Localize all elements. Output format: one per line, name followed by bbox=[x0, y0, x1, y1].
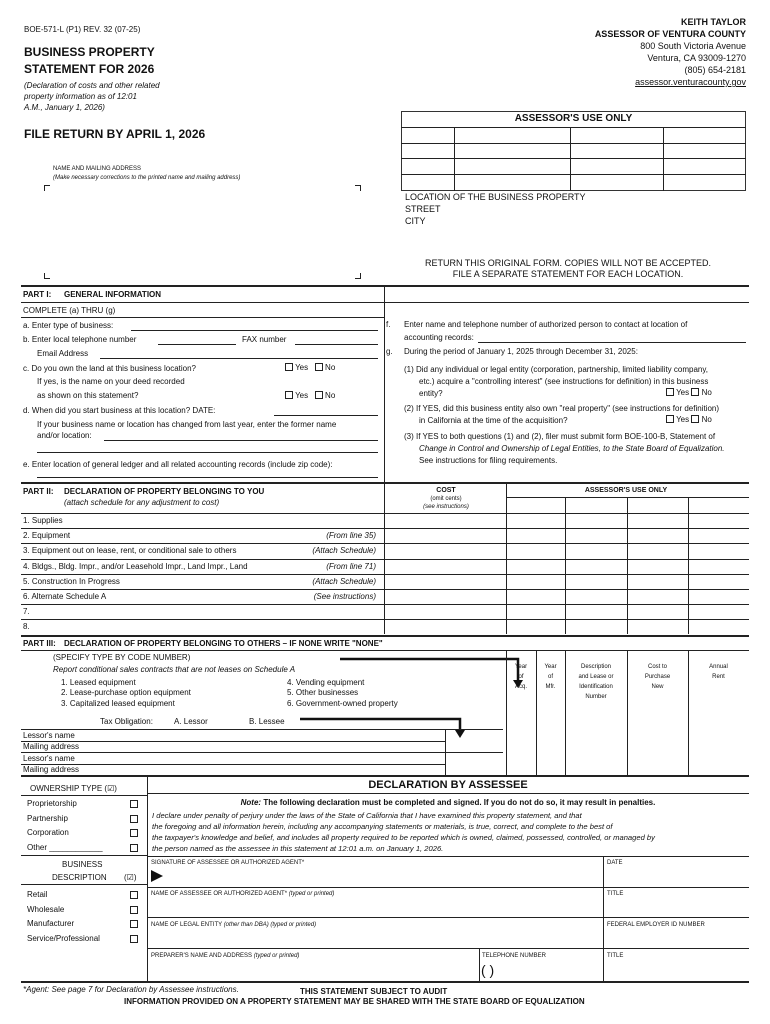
assessor-name: KEITH TAYLOR bbox=[680, 17, 746, 27]
part2-row-note: (Attach Schedule) bbox=[312, 576, 376, 586]
general-ledger-label: e. Enter location of general ledger and all related accounting records (include zip code): bbox=[23, 460, 333, 469]
deed-yes-checkbox[interactable] bbox=[285, 391, 293, 399]
boe-100b-note-3: See instructions for filing requirements. bbox=[419, 456, 558, 465]
preparer-title-field[interactable] bbox=[607, 961, 747, 979]
type-of-business-input[interactable] bbox=[131, 330, 378, 331]
telephone-input[interactable] bbox=[158, 344, 236, 345]
ownership-check-hint: (☑) bbox=[104, 784, 117, 793]
controlling-interest-no-checkbox[interactable] bbox=[691, 388, 699, 396]
ownership-type-title: OWNERSHIP TYPE bbox=[30, 784, 103, 793]
real-property-yes-checkbox[interactable] bbox=[666, 415, 674, 423]
separate-statement-notice: FILE A SEPARATE STATEMENT FOR EACH LOCATION. bbox=[452, 269, 684, 279]
start-date-input[interactable] bbox=[274, 415, 378, 416]
ownership-type-checkbox[interactable] bbox=[130, 815, 138, 823]
part3-heading: DECLARATION OF PROPERTY BELONGING TO OTHERS – IF NONE WRITE "NONE" bbox=[64, 639, 383, 648]
col-year-acq-3: Acq. bbox=[514, 684, 527, 690]
location-label: LOCATION OF THE BUSINESS PROPERTY bbox=[405, 192, 586, 202]
lessor-option[interactable]: A. Lessor bbox=[174, 717, 208, 726]
ownership-type-label: Partnership bbox=[27, 813, 68, 823]
lessee-option[interactable]: B. Lessee bbox=[249, 717, 285, 726]
part2-cost-input[interactable] bbox=[385, 590, 505, 603]
part2-row-note: (From line 35) bbox=[326, 531, 376, 541]
specify-type-label: (SPECIFY TYPE BY CODE NUMBER) bbox=[53, 653, 191, 662]
assessor-address2: Ventura, CA 93009-1270 bbox=[647, 53, 746, 63]
file-return-deadline: FILE RETURN BY APRIL 1, 2026 bbox=[24, 127, 206, 141]
audit-notice: THIS STATEMENT SUBJECT TO AUDIT bbox=[300, 987, 448, 996]
own-land-question: c. Do you own the land at this business location? bbox=[23, 364, 196, 373]
part2-row-label: 1. Supplies bbox=[23, 516, 63, 525]
own-land-no-checkbox[interactable] bbox=[315, 363, 323, 371]
code-1: 1. Leased equipment bbox=[61, 678, 136, 687]
part2-heading: DECLARATION OF PROPERTY BELONGING TO YOU bbox=[64, 487, 265, 496]
part2-row-note: (From line 71) bbox=[326, 561, 376, 571]
assessor-phone: (805) 654-2181 bbox=[684, 65, 746, 75]
legal-entity-field[interactable] bbox=[151, 930, 601, 946]
date-label: DATE bbox=[607, 860, 623, 866]
real-property-q2: in California at the time of the acquisition? bbox=[419, 416, 568, 425]
declaration-text-2: the foregoing and all information herein, including any accompanying statements or materials, is true, correct, and complete to the best of bbox=[152, 822, 613, 831]
form-title-line1: BUSINESS PROPERTY bbox=[24, 45, 155, 59]
assessor-address1: 800 South Victoria Avenue bbox=[640, 41, 746, 51]
contact-person-input[interactable] bbox=[478, 342, 746, 343]
part3-number: PART III: bbox=[23, 639, 56, 648]
declaration-title: DECLARATION BY ASSESSEE bbox=[368, 779, 528, 791]
real-property-no-label: No bbox=[701, 415, 712, 424]
code-3: 3. Capitalized leased equipment bbox=[61, 699, 175, 708]
part2-cost-input[interactable] bbox=[385, 575, 505, 588]
declaration-note-label: Note: bbox=[240, 798, 262, 807]
part2-cost-input[interactable] bbox=[385, 544, 505, 557]
boe-100b-note-1: (3) If YES to both questions (1) and (2), filer must submit form BOE-100-B, Statement of bbox=[404, 432, 716, 441]
title-field[interactable] bbox=[607, 899, 747, 915]
email-label: Email Address bbox=[37, 349, 89, 358]
preparer-label: PREPARER'S NAME AND ADDRESS bbox=[151, 953, 253, 959]
former-name-label-2: and/or location: bbox=[37, 431, 92, 440]
business-description-checkbox[interactable] bbox=[130, 935, 138, 943]
part2-row-label: 2. Equipment bbox=[23, 531, 71, 541]
col-year-mfr-2: of bbox=[547, 674, 553, 680]
assessee-name-label: NAME OF ASSESSEE OR AUTHORIZED AGENT* bbox=[151, 891, 288, 897]
ownership-type-checkbox[interactable] bbox=[130, 844, 138, 852]
col-cost-3: New bbox=[651, 684, 664, 690]
part2-cost-input[interactable] bbox=[385, 560, 505, 573]
business-description-title-2: DESCRIPTION bbox=[52, 873, 107, 882]
ownership-type-label: Proprietorship bbox=[27, 799, 77, 808]
col-year-mfr-1: Year bbox=[544, 664, 557, 670]
form-title-line2: STATEMENT FOR 2026 bbox=[24, 62, 155, 76]
part2-row-label: 7. bbox=[23, 607, 30, 617]
part2-row-label: 8. bbox=[23, 622, 30, 632]
controlling-interest-yes-label: Yes bbox=[676, 388, 690, 397]
agent-note: *Agent: See page 7 for Declaration by Assessee instructions. bbox=[23, 985, 239, 994]
business-description-checkbox[interactable] bbox=[130, 891, 138, 899]
former-name-input[interactable] bbox=[104, 440, 378, 441]
col-rent-2: Rent bbox=[712, 674, 725, 680]
form-subtitle-line3: A.M., January 1, 2026) bbox=[24, 103, 105, 112]
part2-subheading: (attach schedule for any adjustment to cost) bbox=[64, 498, 220, 507]
real-property-yes-label: Yes bbox=[676, 415, 690, 424]
part2-row-label: 3. Equipment out on lease, rent, or conditional sale to others bbox=[23, 546, 237, 556]
controlling-interest-no-label: No bbox=[701, 388, 712, 397]
former-name-label-1: If your business name or location has changed from last year, enter the former name bbox=[37, 420, 337, 429]
col-rent-1: Annual bbox=[709, 664, 728, 670]
business-description-label: Manufacturer bbox=[27, 919, 75, 928]
ownership-type-checkbox[interactable] bbox=[130, 800, 138, 808]
sign-here-arrow-icon bbox=[150, 869, 164, 883]
name-mailing-note: (Make necessary corrections to the printed name and mailing address) bbox=[53, 175, 241, 181]
city-label: CITY bbox=[405, 216, 426, 226]
signature-label: SIGNATURE OF ASSESSEE OR AUTHORIZED AGENT* bbox=[151, 860, 305, 866]
declaration-text-3: the taxpayer's knowledge and belief, and includes all property required to be reported which is owned, claimed, possessed, controlled, or managed by bbox=[152, 833, 655, 842]
ownership-type-checkbox[interactable] bbox=[130, 829, 138, 837]
code-2: 2. Lease-purchase option equipment bbox=[61, 688, 191, 697]
part1-complete: COMPLETE (a) THRU (g) bbox=[23, 306, 116, 315]
start-date-label: d. When did you start business at this location? DATE: bbox=[23, 406, 216, 415]
business-description-check-hint: (☑) bbox=[124, 873, 137, 882]
own-land-no-label: No bbox=[325, 363, 336, 372]
col-desc-4: Number bbox=[585, 694, 607, 700]
part2-cost-input[interactable] bbox=[385, 605, 505, 618]
lessor-name-label-2: Lessor's name bbox=[23, 754, 75, 763]
assessor-title: ASSESSOR OF VENTURA COUNTY bbox=[594, 29, 746, 39]
f-label: f. bbox=[386, 320, 391, 329]
tax-obligation-label: Tax Obligation: bbox=[100, 717, 153, 726]
declaration-text-1: I declare under penalty of perjury under the laws of the State of California that I have examined this property statement, and that bbox=[152, 811, 582, 820]
controlling-interest-q1: (1) Did any individual or legal entity (corporation, partnership, limited liability company, bbox=[404, 365, 708, 374]
cost-see-instructions: (see instructions) bbox=[423, 504, 469, 510]
phone-field[interactable]: ( ) bbox=[481, 962, 495, 978]
phone-label: TELEPHONE NUMBER bbox=[482, 953, 547, 959]
deed-as-shown-label: as shown on this statement? bbox=[37, 391, 139, 400]
declaration-text-4: the person named as the assessee in this statement at 12:01 a.m. on January 1, 2026. bbox=[152, 844, 444, 853]
ownership-type-label: Other ____________ bbox=[27, 842, 103, 852]
arrow-to-columns-icon bbox=[340, 654, 530, 690]
contact-person-label-2: accounting records: bbox=[404, 333, 474, 342]
general-ledger-input[interactable] bbox=[37, 477, 378, 478]
form-subtitle-line1: (Declaration of costs and other related bbox=[24, 81, 160, 90]
controlling-interest-yes-checkbox[interactable] bbox=[666, 388, 674, 396]
real-property-q1: (2) If YES, did this business entity also own "real property" (see instructions for definition) bbox=[404, 404, 720, 413]
own-land-yes-checkbox[interactable] bbox=[285, 363, 293, 371]
return-original-notice: RETURN THIS ORIGINAL FORM. COPIES WILL NOT BE ACCEPTED. bbox=[424, 258, 712, 268]
part2-row-note: (See instructions) bbox=[313, 592, 376, 601]
deed-no-label: No bbox=[325, 391, 336, 400]
g-label: g. bbox=[386, 347, 393, 356]
boe-100b-note-2: Change in Control and Ownership of Legal Entities, to the State Board of Equalization. bbox=[419, 444, 725, 453]
deed-no-checkbox[interactable] bbox=[315, 391, 323, 399]
email-input[interactable] bbox=[100, 358, 378, 359]
name-mailing-label: NAME AND MAILING ADDRESS bbox=[53, 166, 142, 172]
part2-cost-input[interactable] bbox=[385, 514, 505, 527]
controlling-interest-q3: entity? bbox=[419, 389, 443, 398]
mailing-address-label-1: Mailing address bbox=[23, 742, 80, 751]
code-6: 6. Government-owned property bbox=[287, 699, 398, 708]
business-description-title-1: BUSINESS bbox=[62, 860, 103, 869]
assessors-use-title: ASSESSOR'S USE ONLY bbox=[514, 113, 633, 124]
deed-yes-label: Yes bbox=[295, 391, 309, 400]
col-cost-2: Purchase bbox=[644, 674, 671, 680]
telephone-label: b. Enter local telephone number bbox=[23, 335, 137, 344]
part1-heading: GENERAL INFORMATION bbox=[64, 290, 162, 299]
business-description-label: Retail bbox=[27, 890, 48, 899]
part1-number: PART I: bbox=[23, 290, 52, 299]
date-field[interactable] bbox=[607, 868, 747, 886]
ownership-type-label: Corporation bbox=[27, 828, 69, 837]
fax-label: FAX number bbox=[242, 335, 287, 344]
part2-row-label: 5. Construction In Progress bbox=[23, 576, 120, 586]
preparer-typed: (typed or printed) bbox=[253, 953, 300, 959]
assessee-name-typed: (typed or printed) bbox=[288, 891, 335, 897]
col-desc-1: Description bbox=[580, 664, 611, 670]
street-label: STREET bbox=[405, 204, 441, 214]
fein-label: FEDERAL EMPLOYER ID NUMBER bbox=[607, 922, 705, 928]
part2-cost-input[interactable] bbox=[385, 620, 505, 633]
omit-cents-note: (omit cents) bbox=[430, 496, 462, 502]
col-year-mfr-3: Mfr. bbox=[545, 684, 556, 690]
period-label: During the period of January 1, 2025 through December 31, 2025: bbox=[404, 347, 638, 356]
cost-column-header: COST bbox=[436, 487, 456, 494]
contact-person-label-1: Enter name and telephone number of authorized person to contact at location of bbox=[404, 320, 688, 329]
assessor-website[interactable]: assessor.venturacounty.gov bbox=[635, 77, 746, 87]
report-conditional-label: Report conditional sales contracts that are not leases on Schedule A bbox=[53, 665, 296, 674]
preparer-field[interactable] bbox=[151, 961, 476, 979]
mailing-address-label-2: Mailing address bbox=[23, 765, 80, 774]
fax-input[interactable] bbox=[295, 344, 378, 345]
code-4: 4. Vending equipment bbox=[287, 678, 365, 687]
preparer-title-label: TITLE bbox=[607, 953, 624, 959]
shared-notice: INFORMATION PROVIDED ON A PROPERTY STATEMENT MAY BE SHARED WITH THE STATE BOARD OF EQUALIZATION bbox=[124, 997, 585, 1006]
col-year-acq-2: of bbox=[518, 674, 524, 680]
part2-number: PART II: bbox=[23, 487, 54, 496]
part2-row-label: 4. Bldgs., Bldg. Impr., and/or Leasehold Impr., Land Impr., Land bbox=[23, 561, 248, 571]
col-desc-3: Identification bbox=[579, 684, 613, 690]
signature-field[interactable] bbox=[168, 866, 600, 886]
declaration-note: The following declaration must be completed and signed. If you do not do so, it may result in penalties. bbox=[263, 798, 656, 807]
col-desc-2: and Lease or bbox=[578, 674, 614, 680]
col-cost-1: Cost to bbox=[647, 664, 667, 670]
business-description-checkbox[interactable] bbox=[130, 906, 138, 914]
part2-row-label: 6. Alternate Schedule A bbox=[23, 592, 107, 601]
business-description-label: Service/Professional bbox=[27, 933, 100, 943]
assessee-name-field[interactable] bbox=[151, 899, 601, 915]
controlling-interest-q2: etc.) acquire a "controlling interest" (see instructions for definition) in this business bbox=[419, 377, 709, 386]
lessor-name-label-1: Lessor's name bbox=[23, 731, 75, 740]
part2-assessor-use: ASSESSOR'S USE ONLY bbox=[584, 487, 668, 494]
real-property-no-checkbox[interactable] bbox=[691, 415, 699, 423]
legal-entity-note: (other than DBA) (typed or printed) bbox=[223, 922, 317, 928]
form-subtitle-line2: property information as of 12:01 bbox=[24, 92, 137, 101]
col-year-acq-1: Year bbox=[514, 664, 528, 670]
mailing-address-area[interactable] bbox=[52, 195, 352, 271]
business-description-label: Wholesale bbox=[27, 904, 65, 914]
type-of-business-label: a. Enter type of business: bbox=[23, 321, 114, 330]
form-number: BOE-571-L (P1) REV. 32 (07-25) bbox=[24, 25, 141, 34]
legal-entity-label: NAME OF LEGAL ENTITY bbox=[151, 922, 223, 928]
part2-row-note: (Attach Schedule) bbox=[312, 546, 376, 556]
title-label: TITLE bbox=[607, 891, 624, 897]
part2-cost-input[interactable] bbox=[385, 529, 505, 542]
deed-recorded-label: If yes, is the name on your deed recorded bbox=[37, 377, 185, 386]
business-description-checkbox[interactable] bbox=[130, 920, 138, 928]
own-land-yes-label: Yes bbox=[295, 363, 309, 372]
fein-field[interactable] bbox=[607, 930, 747, 946]
code-5: 5. Other businesses bbox=[287, 688, 359, 697]
